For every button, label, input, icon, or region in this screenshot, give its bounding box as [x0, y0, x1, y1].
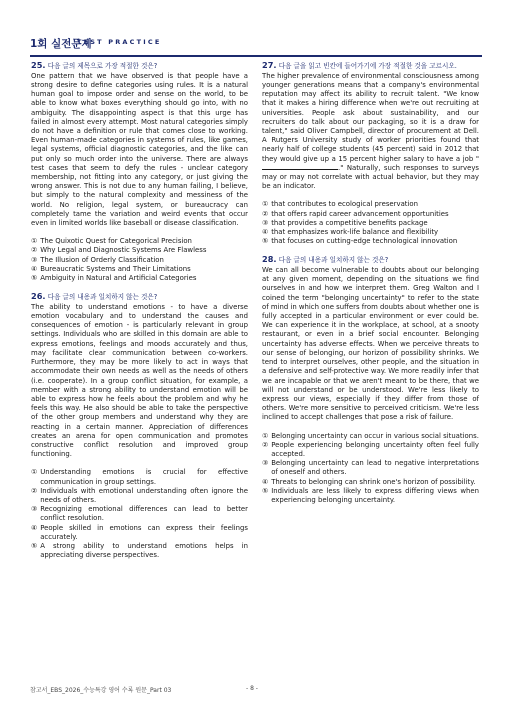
option-text: Individuals with emotional understanding often ignore the needs of others.: [40, 486, 248, 504]
answer-option[interactable]: [31, 274, 248, 283]
answer-option[interactable]: [31, 505, 248, 523]
passage-text-after-blank: ." Naturally, such responses to surveys may or may not correlate with actual behavior, but they may be an indicator.: [262, 163, 479, 191]
answer-options: [31, 468, 248, 560]
option-marker: ①: [262, 200, 269, 209]
answer-option[interactable]: [31, 542, 248, 560]
answer-option[interactable]: [31, 265, 248, 274]
option-marker: ①: [31, 237, 38, 246]
question-number: 27.: [262, 60, 277, 70]
question-header: [262, 255, 479, 265]
answer-option[interactable]: [31, 256, 248, 265]
option-text: A strong ability to understand emotions helps in appreciating diverse perspectives.: [40, 541, 248, 560]
question-number: 26.: [31, 291, 46, 302]
option-marker: ④: [262, 227, 269, 236]
page-number: - 8 -: [246, 685, 258, 692]
question-passage: The ability to understand emotions - to have a diverse emotion vocabulary and to understand the causes and consequences of emotion - is particularly relevant in group settings. Individuals who are skilled in this domain are able to express emotions, feelings and moods accurately and thus, may facilitate clear communication between co-workers. Furthermore, they may be more likely to act in ways that accommodate their own needs as well as the needs of others (i.e. cooperate). In a group conflict situation, for example, a member with a strong ability to understand emotion will be able to express how he feels about the problem and why he feels this way. He also should be able to take the perspective of the other group members and understand why they are reacting in a certain manner. Appreciation of differences creates an arena for open communication and promotes constructive conflict resolution and improved group functioning.: [31, 302, 248, 459]
option-text: that focuses on cutting-edge technological innovation: [271, 237, 458, 246]
answer-option[interactable]: [31, 487, 248, 505]
question-header: [31, 292, 248, 302]
option-marker: ③: [31, 255, 38, 264]
option-marker: ②: [262, 440, 269, 449]
question-header: [262, 61, 479, 71]
answer-options: [262, 200, 479, 246]
option-marker: ④: [262, 477, 269, 486]
question-number: 28.: [262, 254, 277, 265]
option-text: that offers rapid career advancement opportunities: [271, 209, 449, 218]
answer-option[interactable]: [262, 478, 479, 487]
answer-option[interactable]: [262, 200, 479, 209]
right-column: [262, 61, 479, 505]
answer-option[interactable]: [262, 441, 479, 459]
option-text: Understanding emotions is crucial for effective communication in group settings.: [40, 468, 248, 486]
option-marker: ④: [31, 264, 38, 273]
option-marker: ②: [262, 209, 269, 218]
option-marker: ①: [262, 431, 269, 440]
option-text: Individuals are less likely to express differing views when experiencing belonging uncertainty.: [271, 486, 479, 504]
passage-text-before-blank: The higher prevalence of environmental consciousness among younger generations means that a company's environmental reputation may affect its ability to recruit talent. "We know that it makes a hiring difference when we're out recruiting at universities. People ask about sustainability, and our recruiters do talk about our packaging, so it is a draw for talent," said Oliver Campbell, director of procurement at Dell. A Rutgers University study of worker priorities found that nearly half of college students (45 percent) said in 2012 that they would give up a 15 percent higher salary to have a job ": [262, 71, 479, 163]
option-text: People skilled in emotions can express their feelings accurately.: [40, 523, 248, 541]
answer-options: [31, 237, 248, 283]
option-text: Belonging uncertainty can occur in various social situations.: [271, 431, 479, 440]
header-divider: [30, 55, 482, 57]
option-text: that provides a competitive benefits package: [271, 218, 428, 227]
answer-option[interactable]: [262, 459, 479, 477]
option-text: People experiencing belonging uncertainty often feel fully accepted.: [271, 440, 479, 458]
option-text: Bureaucratic Systems and Their Limitations: [40, 264, 191, 273]
option-marker: ①: [31, 468, 38, 477]
question-number: 25.: [31, 60, 46, 70]
option-marker: ②: [31, 486, 38, 495]
page-title: 1회 실전문제: [30, 38, 92, 50]
option-marker: ⑤: [262, 237, 269, 246]
answer-options: [262, 432, 479, 506]
option-marker: ⑤: [31, 541, 38, 550]
option-text: Recognizing emotional differences can lead to better conflict resolution.: [40, 505, 248, 523]
answer-option[interactable]: [262, 219, 479, 228]
question-header: [31, 61, 248, 71]
question-passage: [262, 72, 479, 192]
question-passage: One pattern that we have observed is that people have a strong desire to define categories using rules. It is a natural human goal to impose order and sense on the world, to be able to know what boxes everything should go into, with no ambiguity. The disappointing aspect is that this urge has failed in almost every attempt. Most natural categories simply do not have a definition or rule that comes close to working. Even human-made categories in systems of rules, like games, legal systems, official diagnostic categories, and the like can put only so much order into the universe. There are always test cases that seem to defy the rules - unclear category membership, not fitting into any category, or just giving the wrong answer. This is not due to any human failing, I believe, but simply to the natural complexity and messiness of the world. No religion, legal system, or bureaucracy can completely tame the variation and weird events that occur even in limited worlds like baseball or disease classification.: [31, 71, 248, 227]
question-26: [31, 292, 248, 560]
question-25: [31, 61, 248, 283]
option-text: that contributes to ecological preservation: [271, 200, 418, 209]
option-text: Why Legal and Diagnostic Systems Are Flawless: [40, 246, 207, 255]
answer-blank: [262, 164, 338, 170]
option-text: The Quixotic Quest for Categorical Precision: [40, 237, 192, 246]
footer-source: 참고서_EBS_2026_수능특강 영어 수록 원문_Part 03: [30, 687, 172, 694]
answer-option[interactable]: [31, 524, 248, 542]
option-marker: ③: [262, 459, 269, 468]
option-marker: ②: [31, 246, 38, 255]
answer-option[interactable]: [262, 228, 479, 237]
answer-option[interactable]: [31, 246, 248, 255]
question-instruction: 다음 글을 읽고 빈칸에 들어가기에 가장 적절한 것을 고르시오.: [278, 62, 457, 70]
option-text: The Illusion of Orderly Classification: [40, 255, 164, 264]
option-text: Belonging uncertainty can lead to negative interpretations of oneself and others.: [271, 459, 479, 477]
answer-option[interactable]: [262, 432, 479, 441]
option-marker: ③: [262, 218, 269, 227]
option-text: Threats to belonging can shrink one's horizon of possibility.: [271, 477, 476, 486]
option-marker: ⑤: [31, 273, 38, 282]
page-subtitle: TEST PRACTICE: [77, 38, 162, 46]
question-28: [262, 255, 479, 505]
answer-option[interactable]: [262, 487, 479, 505]
option-marker: ③: [31, 505, 38, 514]
answer-option[interactable]: [31, 237, 248, 246]
left-column: [31, 61, 248, 560]
question-instruction: 다음 글의 내용과 일치하지 않는 것은?: [278, 256, 389, 265]
option-marker: ⑤: [262, 486, 269, 495]
question-27: [262, 61, 479, 246]
answer-option[interactable]: [262, 210, 479, 219]
answer-option[interactable]: [262, 237, 479, 246]
option-text: that emphasizes work-life balance and flexibility: [271, 227, 439, 236]
question-passage: We can all become vulnerable to doubts about our belonging at any given moment, depending on the situations we find ourselves in and how we interpret them. Greg Walton and I coined the term "belonging uncertainty" to refer to the state of mind in which one suffers from doubts about whether one is fully accepted in a particular environment or ever could be. We can experience it in the workplace, at school, at a snooty restaurant, or even in a brief social encounter. Belonging uncertainty has adverse effects. When we perceive threats to our sense of belonging, our horizon of possibility shrinks. We tend to interpret ourselves, other people, and the situation in a defensive and self-protective way. We more readily infer that we are incapable or that we aren't meant to be there, that we will not understand or be understood. We're less likely to express our views, especially if they differ from those of others. We're more sensitive to perceived criticism. We're less inclined to accept challenges that pose a risk of failure.: [262, 266, 479, 422]
question-instruction: 다음 글의 내용과 일치하지 않는 것은?: [47, 293, 158, 302]
answer-option[interactable]: [31, 468, 248, 486]
question-instruction: 다음 글의 제목으로 가장 적절한 것은?: [47, 62, 158, 70]
option-text: Ambiguity in Natural and Artificial Categories: [40, 273, 197, 282]
option-marker: ④: [31, 523, 38, 532]
